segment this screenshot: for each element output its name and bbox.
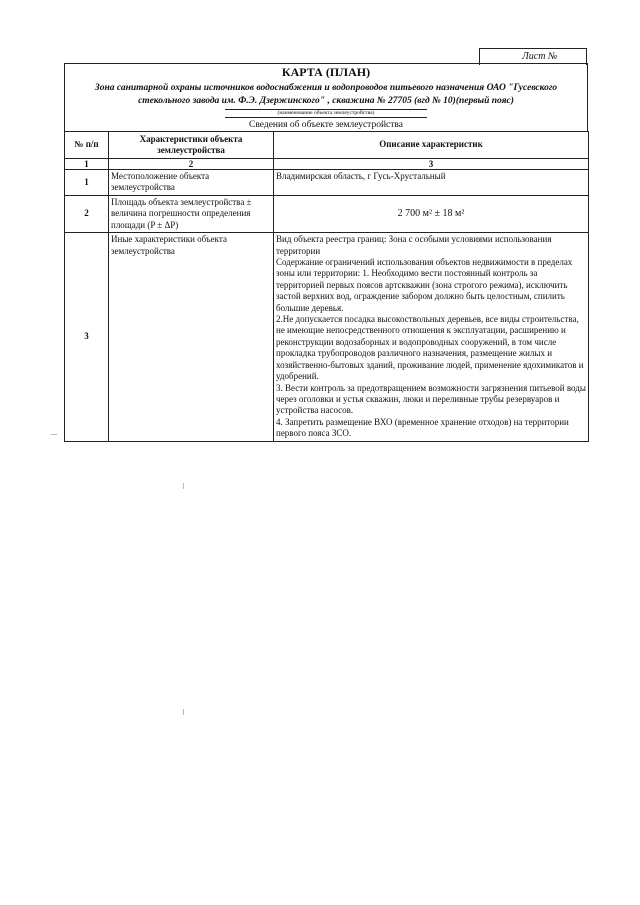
row-characteristic: Иные характеристики объекта землеустройства <box>109 233 274 441</box>
document <box>64 63 588 442</box>
row-description: Владимирская область, г Гусь-Хрустальный <box>274 170 589 196</box>
column-index: 3 <box>274 159 589 170</box>
characteristics-table <box>64 131 589 442</box>
sheet-number-label: Лист № <box>522 51 558 62</box>
table-row <box>65 233 589 441</box>
column-index-row <box>65 159 589 170</box>
table-row <box>65 196 589 233</box>
description-paragraph: Вид объекта реестра границ: Зона с особыми условиями использования территории <box>276 234 552 256</box>
object-name: Зона санитарной охраны источников водоснабжения и водопроводов питьевого назначения ОАО "Гусевского стекольного завода им. Ф.Э. Дзержинского" , скважина № 27705 (вгд № 10)(первый пояс) <box>94 83 558 106</box>
row-description <box>274 233 589 441</box>
document-header <box>64 63 588 131</box>
scan-mark <box>51 434 57 435</box>
description-paragraph: 2.Не допускается посадка высокоствольных деревьев, все виды строительства, не имеющие непосредственного отношения к эксплуатации, расширению и реконструкции водозаборных и водопроводных сооружений, в том числе прокладка трубопроводов различного назначения, размещение жилых и хозяйственно-бытовых зданий, проживание людей, применение ядохимикатов и удобрений. <box>276 314 584 382</box>
column-header-characteristics: Характеристики объекта землеустройства <box>109 132 274 159</box>
scan-mark <box>183 709 184 715</box>
table-row <box>65 170 589 196</box>
row-characteristic: Местоположение объекта землеустройства <box>109 170 274 196</box>
column-index: 1 <box>65 159 109 170</box>
description-paragraph: 3. Вести контроль за предотвращением возможности загрязнения питьевой воды через оголовки и устья скважин, люки и переливные трубы резервуаров и устройства насосов. <box>276 382 586 416</box>
column-index: 2 <box>109 159 274 170</box>
description-paragraph: Содержание ограничений использования объектов недвижимости в пределах зоны или территории: 1. Необходимо вести постоянный контроль за территорией первых поясов артскважин (зона строгого режима), исключить застой верхних вод, ограждение забором должно быть целостным, спилить большие деревья. <box>276 257 573 313</box>
description-paragraph: 4. Запретить размещение ВХО (временное хранение отходов) на территории первого пояса ЗСО. <box>276 416 569 439</box>
row-characteristic: Площадь объекта землеустройства ± величина погрешности определения площади (P ± ΔP) <box>109 196 274 233</box>
info-section-heading: Сведения об объекте землеустройства <box>249 120 403 130</box>
column-header-description: Описание характеристик <box>274 132 589 159</box>
row-description: 2 700 м² ± 18 м² <box>274 196 589 233</box>
row-number: 2 <box>65 196 109 233</box>
page-title: КАРТА (ПЛАН) <box>281 65 371 79</box>
table-header-row <box>65 132 589 159</box>
object-name-caption: (наименование объекта землеустройства) <box>225 109 427 118</box>
scan-mark <box>183 483 184 489</box>
column-header-num: № п/п <box>65 132 109 159</box>
row-number: 3 <box>65 233 109 441</box>
row-number: 1 <box>65 170 109 196</box>
